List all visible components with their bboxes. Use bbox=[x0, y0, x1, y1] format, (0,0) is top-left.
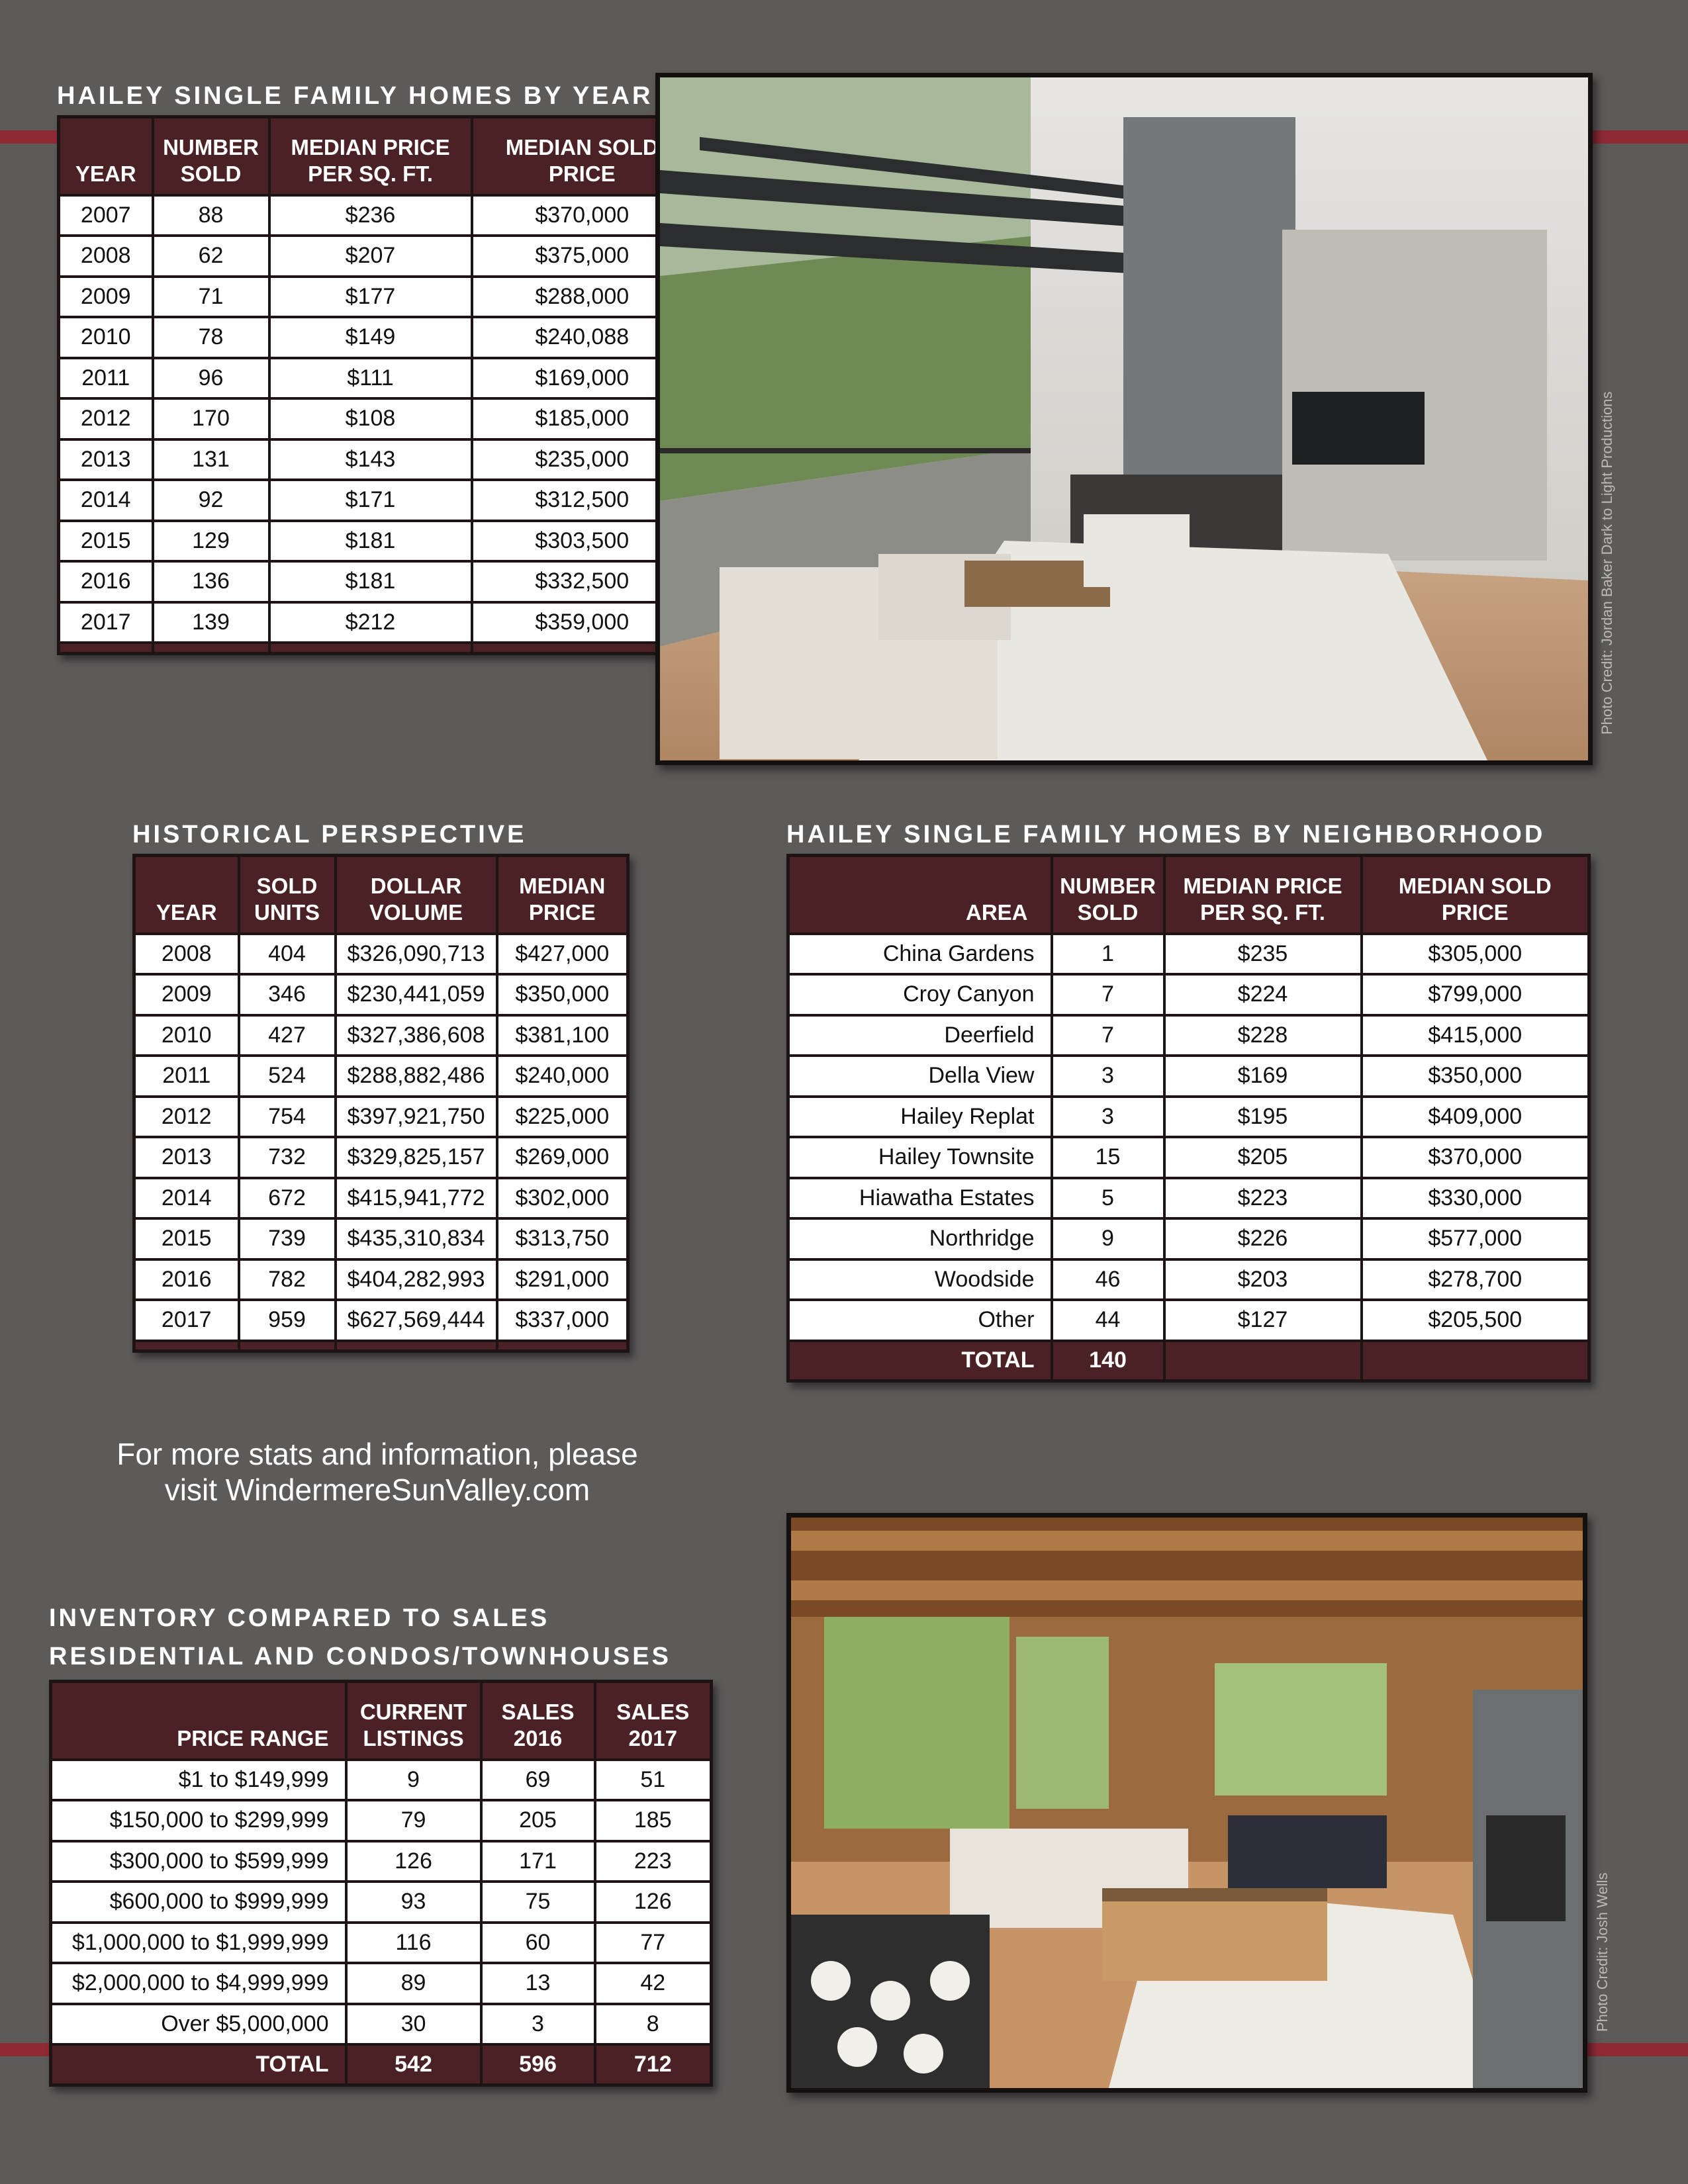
table-cell: 2011 bbox=[134, 1056, 239, 1097]
table-cell: $195 bbox=[1164, 1097, 1362, 1138]
table-cell: 2010 bbox=[134, 1015, 239, 1056]
table-cell: 129 bbox=[153, 521, 269, 562]
table-cell: 93 bbox=[346, 1882, 481, 1923]
table-cell: 3 bbox=[1052, 1097, 1164, 1138]
header-year: YEAR bbox=[59, 117, 153, 195]
table-row bbox=[134, 1015, 628, 1056]
table-cell: $212 bbox=[269, 602, 472, 643]
table-cell: $305,000 bbox=[1362, 934, 1589, 975]
table-cell: $223 bbox=[1164, 1178, 1362, 1219]
table-cell: 51 bbox=[595, 1760, 712, 1801]
table-cell: 7 bbox=[1052, 974, 1164, 1015]
total-row bbox=[51, 2044, 712, 2085]
table-cell: 2009 bbox=[134, 974, 239, 1015]
table-cell: 2014 bbox=[59, 480, 153, 521]
table-cell: $269,000 bbox=[497, 1137, 628, 1178]
table-cell: 2012 bbox=[134, 1097, 239, 1138]
table-cell: 3 bbox=[481, 2004, 595, 2045]
table-row bbox=[51, 1923, 712, 1964]
total-cell: 596 bbox=[481, 2044, 595, 2085]
table-cell: $228 bbox=[1164, 1015, 1362, 1056]
table-row bbox=[59, 195, 693, 236]
table-cell: 2010 bbox=[59, 317, 153, 358]
table-row bbox=[59, 398, 693, 439]
accent-bar-top-right bbox=[1589, 130, 1688, 144]
table-cell: 2013 bbox=[59, 439, 153, 480]
header-median-sold-price: MEDIAN SOLD PRICE bbox=[1362, 856, 1589, 934]
table-cell: $240,088 bbox=[472, 317, 693, 358]
table-cell: 60 bbox=[481, 1923, 595, 1964]
table-cell: 2009 bbox=[59, 277, 153, 318]
table-cell: 2017 bbox=[59, 602, 153, 643]
table-cell: $181 bbox=[269, 521, 472, 562]
table-cell: $370,000 bbox=[472, 195, 693, 236]
header-median-price-sqft: MEDIAN PRICE PER SQ. FT. bbox=[269, 117, 472, 195]
table-row bbox=[788, 934, 1589, 975]
table-cell: 9 bbox=[346, 1760, 481, 1801]
table-cell: 739 bbox=[239, 1218, 336, 1259]
table-cell: $313,750 bbox=[497, 1218, 628, 1259]
table-cell: 2008 bbox=[134, 934, 239, 975]
table-cell: $370,000 bbox=[1362, 1137, 1589, 1178]
table-cell: $330,000 bbox=[1362, 1178, 1589, 1219]
more-info-line-2: visit WindermereSunValley.com bbox=[164, 1473, 590, 1507]
header-current-listings: CURRENT LISTINGS bbox=[346, 1682, 481, 1760]
table-cell: 92 bbox=[153, 480, 269, 521]
table-cell: $350,000 bbox=[497, 974, 628, 1015]
table-cell: 2015 bbox=[59, 521, 153, 562]
table-cell: 782 bbox=[239, 1259, 336, 1300]
table-cell: 46 bbox=[1052, 1259, 1164, 1300]
table-cell: 62 bbox=[153, 236, 269, 277]
table-cell: $415,941,772 bbox=[336, 1178, 497, 1219]
table-cell: $381,100 bbox=[497, 1015, 628, 1056]
table-cell: 2013 bbox=[134, 1137, 239, 1178]
table-cell: $326,090,713 bbox=[336, 934, 497, 975]
table-row bbox=[134, 1178, 628, 1219]
table-cell: 44 bbox=[1052, 1300, 1164, 1341]
table-cell: $337,000 bbox=[497, 1300, 628, 1341]
table-cell: $627,569,444 bbox=[336, 1300, 497, 1341]
table-cell: 42 bbox=[595, 1963, 712, 2004]
table-cell: China Gardens bbox=[788, 934, 1052, 975]
table-cell: 2016 bbox=[134, 1259, 239, 1300]
table-cell: 131 bbox=[153, 439, 269, 480]
by-year-table bbox=[57, 115, 694, 655]
table-cell: 77 bbox=[595, 1923, 712, 1964]
table-cell: 205 bbox=[481, 1800, 595, 1841]
table-row bbox=[59, 236, 693, 277]
table-cell: 2007 bbox=[59, 195, 153, 236]
table-cell: 30 bbox=[346, 2004, 481, 2045]
table-cell: $288,000 bbox=[472, 277, 693, 318]
table-cell: 346 bbox=[239, 974, 336, 1015]
table-row bbox=[51, 1882, 712, 1923]
table-cell: $1 to $149,999 bbox=[51, 1760, 346, 1801]
table-cell: $169 bbox=[1164, 1056, 1362, 1097]
table-cell: $150,000 to $299,999 bbox=[51, 1800, 346, 1841]
table-cell: $143 bbox=[269, 439, 472, 480]
total-cell bbox=[1362, 1341, 1589, 1381]
table-row bbox=[788, 974, 1589, 1015]
table-cell: $435,310,834 bbox=[336, 1218, 497, 1259]
table-cell: 78 bbox=[153, 317, 269, 358]
accent-bar-top-left bbox=[0, 130, 66, 144]
table-cell: 171 bbox=[481, 1841, 595, 1882]
table-cell: Hiawatha Estates bbox=[788, 1178, 1052, 1219]
table-cell: Over $5,000,000 bbox=[51, 2004, 346, 2045]
table-row bbox=[59, 277, 693, 318]
table-cell: $600,000 to $999,999 bbox=[51, 1882, 346, 1923]
table-cell: 2015 bbox=[134, 1218, 239, 1259]
table-cell: 2008 bbox=[59, 236, 153, 277]
table-cell: $332,500 bbox=[472, 561, 693, 602]
table-cell: $108 bbox=[269, 398, 472, 439]
photo-credit-bottom: Photo Credit: Josh Wells bbox=[1594, 1872, 1611, 2032]
table-cell: $203 bbox=[1164, 1259, 1362, 1300]
table-cell: 959 bbox=[239, 1300, 336, 1341]
table-cell: 126 bbox=[346, 1841, 481, 1882]
table-cell: $404,282,993 bbox=[336, 1259, 497, 1300]
table-cell: $171 bbox=[269, 480, 472, 521]
table-cell: 732 bbox=[239, 1137, 336, 1178]
table-cell: $288,882,486 bbox=[336, 1056, 497, 1097]
table-cell: 2012 bbox=[59, 398, 153, 439]
table-cell: $577,000 bbox=[1362, 1218, 1589, 1259]
table-cell: $409,000 bbox=[1362, 1097, 1589, 1138]
table-row bbox=[59, 602, 693, 643]
table-cell: 524 bbox=[239, 1056, 336, 1097]
table-row bbox=[51, 1760, 712, 1801]
table-cell: 136 bbox=[153, 561, 269, 602]
table-cell: 7 bbox=[1052, 1015, 1164, 1056]
table-cell: 3 bbox=[1052, 1056, 1164, 1097]
inventory-title-line-2: RESIDENTIAL AND CONDOS/TOWNHOUSES bbox=[49, 1643, 671, 1670]
table-cell: 1 bbox=[1052, 934, 1164, 975]
total-label: TOTAL bbox=[788, 1341, 1052, 1381]
table-row bbox=[788, 1178, 1589, 1219]
table-cell: $415,000 bbox=[1362, 1015, 1589, 1056]
table-cell: $224 bbox=[1164, 974, 1362, 1015]
table-row bbox=[59, 521, 693, 562]
table-cell: $375,000 bbox=[472, 236, 693, 277]
table-cell: $169,000 bbox=[472, 358, 693, 399]
table-row bbox=[788, 1137, 1589, 1178]
table-cell: $1,000,000 to $1,999,999 bbox=[51, 1923, 346, 1964]
table-cell: 2011 bbox=[59, 358, 153, 399]
table-cell: $205 bbox=[1164, 1137, 1362, 1178]
table-cell: $427,000 bbox=[497, 934, 628, 975]
table-cell: $312,500 bbox=[472, 480, 693, 521]
table-cell: $303,500 bbox=[472, 521, 693, 562]
table-cell: 139 bbox=[153, 602, 269, 643]
table-cell: 185 bbox=[595, 1800, 712, 1841]
table-cell: 71 bbox=[153, 277, 269, 318]
table-cell: $181 bbox=[269, 561, 472, 602]
table-cell: $177 bbox=[269, 277, 472, 318]
log-cabin-photo bbox=[786, 1513, 1587, 2093]
historical-title: HISTORICAL PERSPECTIVE bbox=[132, 821, 527, 848]
header-sold-units: SOLD UNITS bbox=[239, 856, 336, 934]
table-row bbox=[134, 934, 628, 975]
table-cell: 13 bbox=[481, 1963, 595, 2004]
table-cell: Hailey Townsite bbox=[788, 1137, 1052, 1178]
photo-credit-top: Photo Credit: Jordan Baker Dark to Light Productions bbox=[1599, 391, 1615, 735]
table-row bbox=[134, 974, 628, 1015]
table-row bbox=[51, 2004, 712, 2045]
more-info-line-1: For more stats and information, please bbox=[117, 1437, 638, 1471]
table-cell: 2014 bbox=[134, 1178, 239, 1219]
table-cell: $240,000 bbox=[497, 1056, 628, 1097]
table-cell: 754 bbox=[239, 1097, 336, 1138]
table-cell: $235 bbox=[1164, 934, 1362, 975]
table-cell: Other bbox=[788, 1300, 1052, 1341]
table-cell: $350,000 bbox=[1362, 1056, 1589, 1097]
table-row bbox=[59, 480, 693, 521]
table-row bbox=[134, 1137, 628, 1178]
header-price-range: PRICE RANGE bbox=[51, 1682, 346, 1760]
table-cell: 126 bbox=[595, 1882, 712, 1923]
table-row bbox=[134, 1056, 628, 1097]
table-row bbox=[51, 1963, 712, 2004]
table-cell: $111 bbox=[269, 358, 472, 399]
table-row bbox=[59, 317, 693, 358]
table-cell: 223 bbox=[595, 1841, 712, 1882]
header-number-sold: NUMBER SOLD bbox=[1052, 856, 1164, 934]
total-cell bbox=[1164, 1341, 1362, 1381]
table-cell: $302,000 bbox=[497, 1178, 628, 1219]
table-cell: $225,000 bbox=[497, 1097, 628, 1138]
table-row bbox=[788, 1259, 1589, 1300]
header-area: AREA bbox=[788, 856, 1052, 934]
table-cell: 15 bbox=[1052, 1137, 1164, 1178]
header-median-price: MEDIAN PRICE bbox=[497, 856, 628, 934]
table-cell: 2017 bbox=[134, 1300, 239, 1341]
table-cell: $397,921,750 bbox=[336, 1097, 497, 1138]
table-cell: 672 bbox=[239, 1178, 336, 1219]
by-year-title: HAILEY SINGLE FAMILY HOMES BY YEAR bbox=[57, 82, 653, 110]
table-row bbox=[788, 1056, 1589, 1097]
table-cell: Croy Canyon bbox=[788, 974, 1052, 1015]
table-row bbox=[51, 1841, 712, 1882]
table-footer-band bbox=[59, 643, 693, 653]
historical-table bbox=[132, 854, 630, 1353]
table-cell: 89 bbox=[346, 1963, 481, 2004]
total-cell: 140 bbox=[1052, 1341, 1164, 1381]
log-cabin-living-room-image bbox=[791, 1518, 1583, 2088]
table-cell: 170 bbox=[153, 398, 269, 439]
table-cell: 75 bbox=[481, 1882, 595, 1923]
table-cell: $207 bbox=[269, 236, 472, 277]
table-row bbox=[59, 358, 693, 399]
table-cell: 427 bbox=[239, 1015, 336, 1056]
table-cell: $278,700 bbox=[1362, 1259, 1589, 1300]
accent-bar-bottom-right bbox=[1582, 2043, 1688, 2056]
header-sales-2017: SALES 2017 bbox=[595, 1682, 712, 1760]
table-row bbox=[788, 1218, 1589, 1259]
total-cell: 712 bbox=[595, 2044, 712, 2085]
table-cell: 404 bbox=[239, 934, 336, 975]
table-cell: $329,825,157 bbox=[336, 1137, 497, 1178]
header-dollar-volume: DOLLAR VOLUME bbox=[336, 856, 497, 934]
total-cell: 542 bbox=[346, 2044, 481, 2085]
table-cell: 116 bbox=[346, 1923, 481, 1964]
table-cell: $327,386,608 bbox=[336, 1015, 497, 1056]
living-room-photo bbox=[655, 73, 1593, 765]
table-cell: $359,000 bbox=[472, 602, 693, 643]
header-year: YEAR bbox=[134, 856, 239, 934]
table-cell: Hailey Replat bbox=[788, 1097, 1052, 1138]
table-row bbox=[51, 1800, 712, 1841]
table-row bbox=[134, 1097, 628, 1138]
header-sales-2016: SALES 2016 bbox=[481, 1682, 595, 1760]
table-cell: $291,000 bbox=[497, 1259, 628, 1300]
table-cell: $127 bbox=[1164, 1300, 1362, 1341]
more-info-text bbox=[93, 1436, 662, 1508]
table-row bbox=[788, 1097, 1589, 1138]
table-row bbox=[134, 1218, 628, 1259]
table-cell: $236 bbox=[269, 195, 472, 236]
table-cell: $2,000,000 to $4,999,999 bbox=[51, 1963, 346, 2004]
table-cell: 9 bbox=[1052, 1218, 1164, 1259]
by-neighborhood-title: HAILEY SINGLE FAMILY HOMES BY NEIGHBORHOOD bbox=[786, 821, 1546, 848]
table-row bbox=[134, 1259, 628, 1300]
table-cell: Deerfield bbox=[788, 1015, 1052, 1056]
table-cell: 88 bbox=[153, 195, 269, 236]
modern-living-room-image bbox=[660, 77, 1588, 760]
table-cell: $226 bbox=[1164, 1218, 1362, 1259]
by-neighborhood-table bbox=[786, 854, 1591, 1383]
table-row bbox=[788, 1015, 1589, 1056]
table-cell: $205,500 bbox=[1362, 1300, 1589, 1341]
table-footer-band bbox=[134, 1341, 628, 1351]
table-cell: 5 bbox=[1052, 1178, 1164, 1219]
inventory-table bbox=[49, 1680, 713, 2087]
total-label: TOTAL bbox=[51, 2044, 346, 2085]
table-cell: $300,000 to $599,999 bbox=[51, 1841, 346, 1882]
header-median-price-sqft: MEDIAN PRICE PER SQ. FT. bbox=[1164, 856, 1362, 934]
inventory-title-line-1: INVENTORY COMPARED TO SALES bbox=[49, 1604, 550, 1632]
table-cell: $230,441,059 bbox=[336, 974, 497, 1015]
table-cell: 96 bbox=[153, 358, 269, 399]
table-cell: Northridge bbox=[788, 1218, 1052, 1259]
table-cell: Della View bbox=[788, 1056, 1052, 1097]
table-cell: $149 bbox=[269, 317, 472, 358]
table-cell: $799,000 bbox=[1362, 974, 1589, 1015]
header-number-sold: NUMBER SOLD bbox=[153, 117, 269, 195]
table-row bbox=[788, 1300, 1589, 1341]
table-row bbox=[59, 561, 693, 602]
table-cell: $235,000 bbox=[472, 439, 693, 480]
table-cell: Woodside bbox=[788, 1259, 1052, 1300]
table-cell: 79 bbox=[346, 1800, 481, 1841]
table-cell: $185,000 bbox=[472, 398, 693, 439]
total-row bbox=[788, 1341, 1589, 1381]
table-cell: 2016 bbox=[59, 561, 153, 602]
table-cell: 8 bbox=[595, 2004, 712, 2045]
table-row bbox=[134, 1300, 628, 1341]
header-median-sold-price: MEDIAN SOLD PRICE bbox=[472, 117, 693, 195]
table-row bbox=[59, 439, 693, 480]
table-cell: 69 bbox=[481, 1760, 595, 1801]
